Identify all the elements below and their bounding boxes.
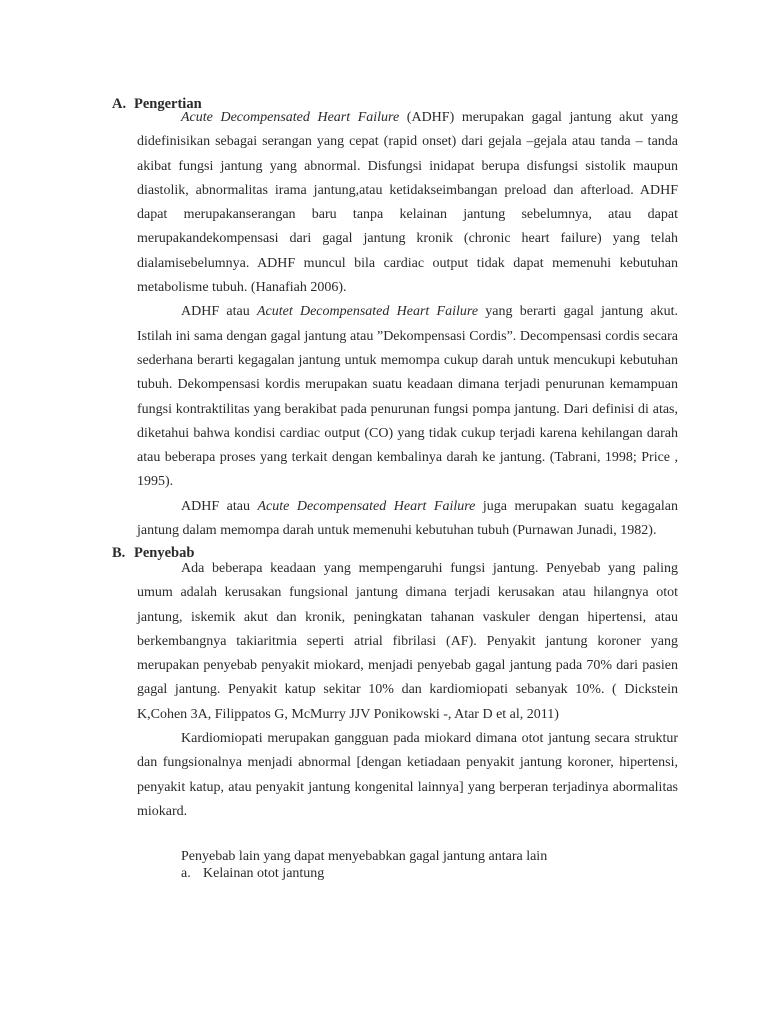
section-b-paragraph-2: Kardiomiopati merupakan gangguan pada miokard dimana otot jantung secara struktur dan fungsionalnya menjadi abnormal [dengan ketiadaan penyakit jantung koroner, hipertensi, penyakit katup, atau penyakit jantung kongenital lainnya] yang berperan terjadinya abormalitas miokard. bbox=[137, 731, 678, 819]
section-a-letter: A. bbox=[112, 96, 127, 112]
adhf-term: Acutet Decompensated Heart Failure bbox=[256, 304, 479, 320]
section-a-paragraph-2-lead: ADHF atau bbox=[181, 304, 257, 320]
section-a-title: Pengertian bbox=[134, 96, 202, 112]
list-item-a bbox=[181, 865, 324, 883]
section-a-paragraph-3 bbox=[137, 495, 678, 544]
list-item-letter: a. bbox=[181, 866, 191, 881]
adhf-term: Acute Decompensated Heart Failure bbox=[181, 110, 400, 125]
section-a-paragraph-3-text: juga merupakan suatu kegagalan jantung dalam memompa darah untuk memenuhi kebutuhan tubuh (Purnawan Junadi, 1982). bbox=[137, 498, 679, 539]
section-a-paragraph-2 bbox=[137, 300, 678, 494]
section-b-body bbox=[137, 557, 678, 824]
section-b-paragraph-1: Ada beberapa keadaan yang mempengaruhi fungsi jantung. Penyebab yang paling umum adalah kerusakan fungsional jantung dimana terjadi kerusakan atau hilangnya otot jantung, iskemik akut dan kronik, peningkatan tahanan vaskuler dengan hipertensi, atau berkembangnya takiaritmia seperti atrial fibrilasi (AF). Penyakit jantung koroner yang merupakan penyebab penyakit miokard, menjadi penyebab gagal jantung pada 70% dari pasien gagal jantung. Penyakit katup sekitar 10% dan kardiomiopati sebanyak 10%. ( Dickstein K,Cohen 3A, Filippatos G, McMurry JJV Ponikowski -, Atar D et al, 2011) bbox=[137, 561, 678, 722]
causes-intro: Penyebab lain yang dapat menyebabkan gagal jantung antara lain bbox=[181, 849, 548, 864]
section-a-paragraph-2-text: yang berarti gagal jantung akut. Istilah ini sama dengan gagal jantung atau ”Dekompensasi Cordis”. Decompensasi cordis secara sederhana berarti kegagalan jantung untuk memompa cukup darah untuk mencukupi kebutuhan tubuh. Dekompensasi kordis merupakan suatu keadaan dimana terjadi penurunan kemampuan fungsi kontraktilitas yang berakibat pada penurunan fungsi pompa jantung. Dari definisi di atas, diketahui bahwa kondisi cardiac output (CO) yang tidak cukup terjadi karena kehilangan darah atau beberapa proses yang terkait dengan kembalinya darah ke jantung. (Tabrani, 1998; Price , 1995). bbox=[137, 304, 678, 490]
section-a-paragraph-1 bbox=[137, 106, 678, 300]
section-b-letter: B. bbox=[112, 545, 126, 561]
section-a-paragraph-1-text: (ADHF) merupakan gagal jantung akut yang didefinisikan sebagai serangan yang cepat (rapid onset) dari gejala –gejala atau tanda – tanda akibat fungsi jantung yang abnormal. Disfungsi inidapat berupa disfungsi sistolik maupun diastolik, abnormalitas irama jantung,atau ketidakseimbangan preload dan afterload. ADHF dapat merupakanserangan baru tanpa kelainan jantung sebelumnya, atau dapat merupakandekompensasi dari gagal jantung kronik (chronic heart failure) yang telah dialamisebelumnya. ADHF muncul bila cardiac output tidak dapat memenuhi kebutuhan metabolisme tubuh. (Hanafiah 2006). bbox=[137, 110, 679, 296]
section-a-body bbox=[137, 106, 678, 543]
adhf-term: Acute Decompensated Heart Failure bbox=[257, 498, 476, 514]
list-item-text: Kelainan otot jantung bbox=[203, 866, 325, 881]
section-a-paragraph-3-lead: ADHF atau bbox=[181, 498, 258, 514]
section-b-title: Penyebab bbox=[134, 545, 195, 561]
